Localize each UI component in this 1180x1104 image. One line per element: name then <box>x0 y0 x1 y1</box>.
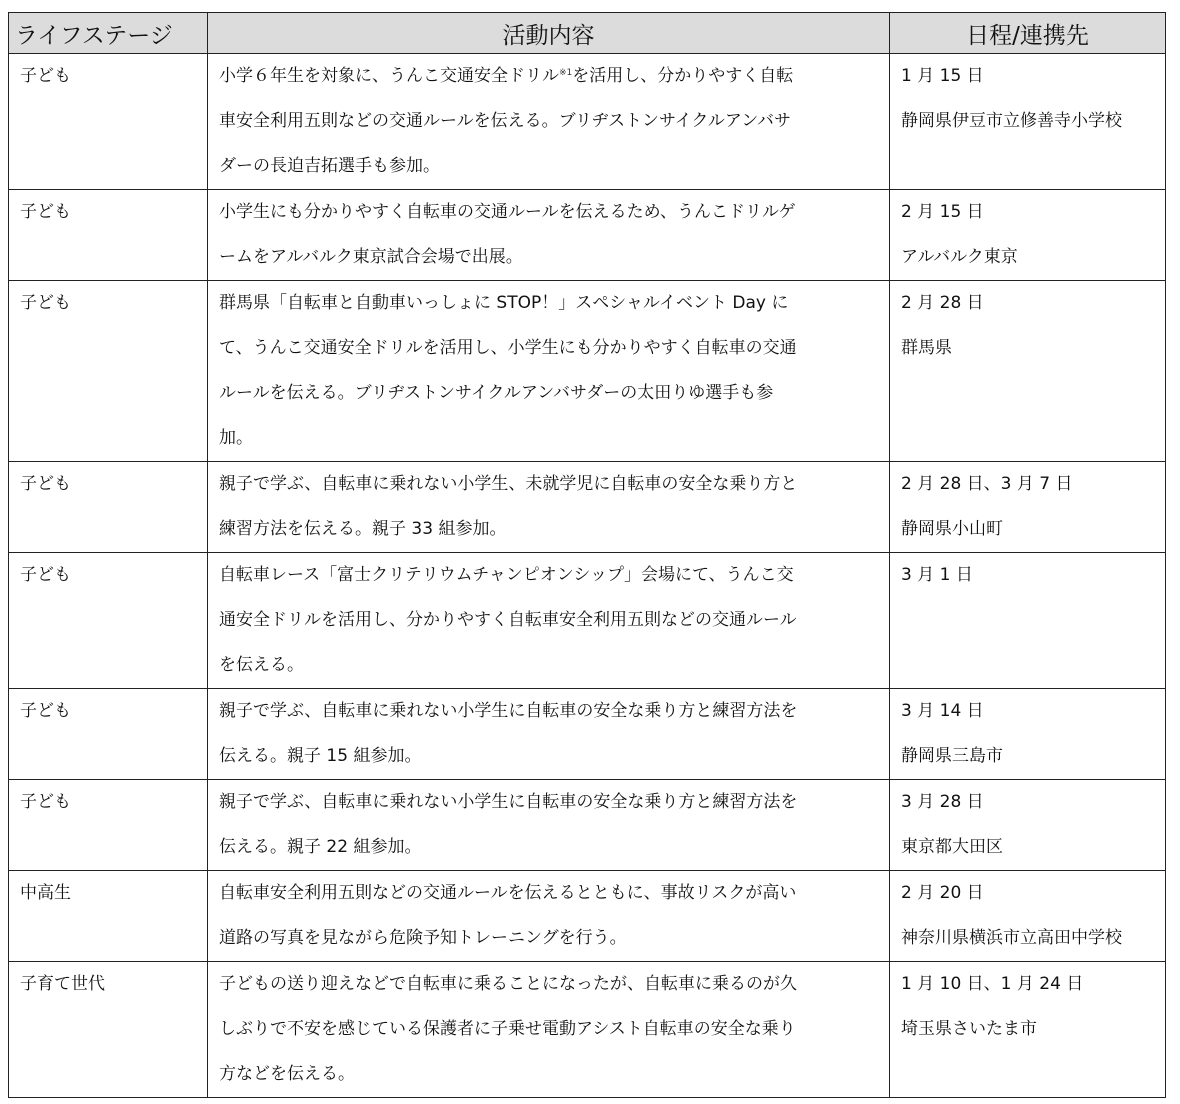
schedule-partner: 神奈川県横浜市立高田中学校 <box>901 928 1122 948</box>
stage-cell: 子育て世代 <box>9 962 208 1098</box>
schedule-cell <box>890 54 1166 190</box>
schedule-partner: アルバルク東京 <box>901 247 1018 267</box>
stage-cell: 子ども <box>9 190 208 281</box>
table-row <box>9 462 1166 553</box>
activity-line: ームをアルバルク東京試合会場で出展。 <box>219 247 523 267</box>
activity-line: て、うんこ交通安全ドリルを活用し、小学生にも分かりやすく自転車の交通 <box>219 338 797 358</box>
activity-line: 親子で学ぶ、自転車に乗れない小学生に自転車の安全な乗り方と練習方法を <box>219 701 798 721</box>
schedule-cell <box>890 281 1166 462</box>
stage-cell: 子ども <box>9 780 208 871</box>
schedule-date: 3 月 14 日 <box>901 701 984 721</box>
schedule-date: 2 月 28 日、3 月 7 日 <box>901 474 1073 494</box>
schedule-partner: 静岡県伊豆市立修善寺小学校 <box>901 111 1122 131</box>
schedule-date: 2 月 28 日 <box>901 293 984 313</box>
activity-cell <box>208 281 890 462</box>
schedule-date: 3 月 1 日 <box>901 565 973 585</box>
activity-line: しぶりで不安を感じている保護者に子乗せ電動アシスト自転車の安全な乗り <box>219 1019 796 1039</box>
header-row <box>9 13 1166 54</box>
schedule-partner: 静岡県三島市 <box>901 746 1003 766</box>
activity-cell <box>208 689 890 780</box>
table-row <box>9 190 1166 281</box>
activity-line: 親子で学ぶ、自転車に乗れない小学生に自転車の安全な乗り方と練習方法を <box>219 792 798 812</box>
activity-line: 自転車レース「富士クリテリウムチャンピオンシップ」会場にて、うんこ交 <box>219 565 794 585</box>
stage-cell: 子ども <box>9 281 208 462</box>
header-stage: ライフステージ <box>9 13 208 54</box>
activity-cell <box>208 462 890 553</box>
stage-cell: 子ども <box>9 54 208 190</box>
activity-line: 自転車安全利用五則などの交通ルールを伝えるとともに、事故リスクが高い <box>219 883 797 903</box>
activity-cell <box>208 54 890 190</box>
stage-cell: 子ども <box>9 462 208 553</box>
activity-line: 方などを伝える。 <box>219 1064 355 1084</box>
activity-line: 道路の写真を見ながら危険予知トレーニングを行う。 <box>219 928 627 948</box>
table-row <box>9 281 1166 462</box>
activity-line: 練習方法を伝える。親子 33 組参加。 <box>219 519 507 539</box>
activity-text: を活用し、分かりやすく自転 <box>572 66 794 86</box>
activity-line: ダーの長迫吉拓選手も参加。 <box>219 156 440 176</box>
activity-table <box>8 12 1166 1098</box>
activity-line <box>219 54 885 99</box>
activity-line: ルールを伝える。ブリヂストンサイクルアンバサダーの太田りゆ選手も参 <box>219 383 774 403</box>
schedule-date: 1 月 10 日、1 月 24 日 <box>901 974 1084 994</box>
schedule-cell <box>890 871 1166 962</box>
activity-line: 群馬県「自転車と自動車いっしょに STOP！」スペシャルイベント Day に <box>219 293 789 313</box>
activity-line: 伝える。親子 22 組参加。 <box>219 837 422 857</box>
schedule-partner: 静岡県小山町 <box>901 519 1003 539</box>
stage-cell: 中高生 <box>9 871 208 962</box>
schedule-cell <box>890 689 1166 780</box>
activity-line: 通安全ドリルを活用し、分かりやすく自転車安全利用五則などの交通ルール <box>219 610 797 630</box>
table-row <box>9 962 1166 1098</box>
table-row <box>9 871 1166 962</box>
schedule-cell <box>890 553 1166 689</box>
activity-line: を伝える。 <box>219 655 304 675</box>
stage-cell: 子ども <box>9 553 208 689</box>
activity-cell <box>208 780 890 871</box>
schedule-date: 2 月 20 日 <box>901 883 984 903</box>
header-activity: 活動内容 <box>208 13 890 54</box>
activity-line: 小学生にも分かりやすく自転車の交通ルールを伝えるため、うんこドリルゲ <box>219 202 796 222</box>
schedule-partner: 埼玉県さいたま市 <box>901 1019 1037 1039</box>
schedule-date: 1 月 15 日 <box>901 66 984 86</box>
schedule-cell <box>890 462 1166 553</box>
table-row <box>9 689 1166 780</box>
footnote-marker: ※1 <box>559 68 573 78</box>
schedule-cell <box>890 780 1166 871</box>
schedule-date: 2 月 15 日 <box>901 202 984 222</box>
table-row <box>9 780 1166 871</box>
table-row <box>9 54 1166 190</box>
activity-cell <box>208 871 890 962</box>
activity-line: 車安全利用五則などの交通ルールを伝える。ブリヂストンサイクルアンバサ <box>219 111 792 131</box>
activity-line: 子どもの送り迎えなどで自転車に乗ることになったが、自転車に乗るのが久 <box>219 974 797 994</box>
schedule-partner: 東京都大田区 <box>901 837 1003 857</box>
header-schedule: 日程/連携先 <box>890 13 1166 54</box>
activity-line: 親子で学ぶ、自転車に乗れない小学生、未就学児に自転車の安全な乗り方と <box>219 474 798 494</box>
activity-line: 加。 <box>219 428 253 448</box>
activity-cell <box>208 190 890 281</box>
table-row <box>9 553 1166 689</box>
activity-line: 伝える。親子 15 組参加。 <box>219 746 422 766</box>
schedule-date: 3 月 28 日 <box>901 792 984 812</box>
activity-text: 小学６年生を対象に、うんこ交通安全ドリル <box>219 66 559 86</box>
activity-cell <box>208 553 890 689</box>
schedule-partner: 群馬県 <box>901 338 952 358</box>
schedule-cell <box>890 962 1166 1098</box>
stage-cell: 子ども <box>9 689 208 780</box>
activity-cell <box>208 962 890 1098</box>
schedule-cell <box>890 190 1166 281</box>
